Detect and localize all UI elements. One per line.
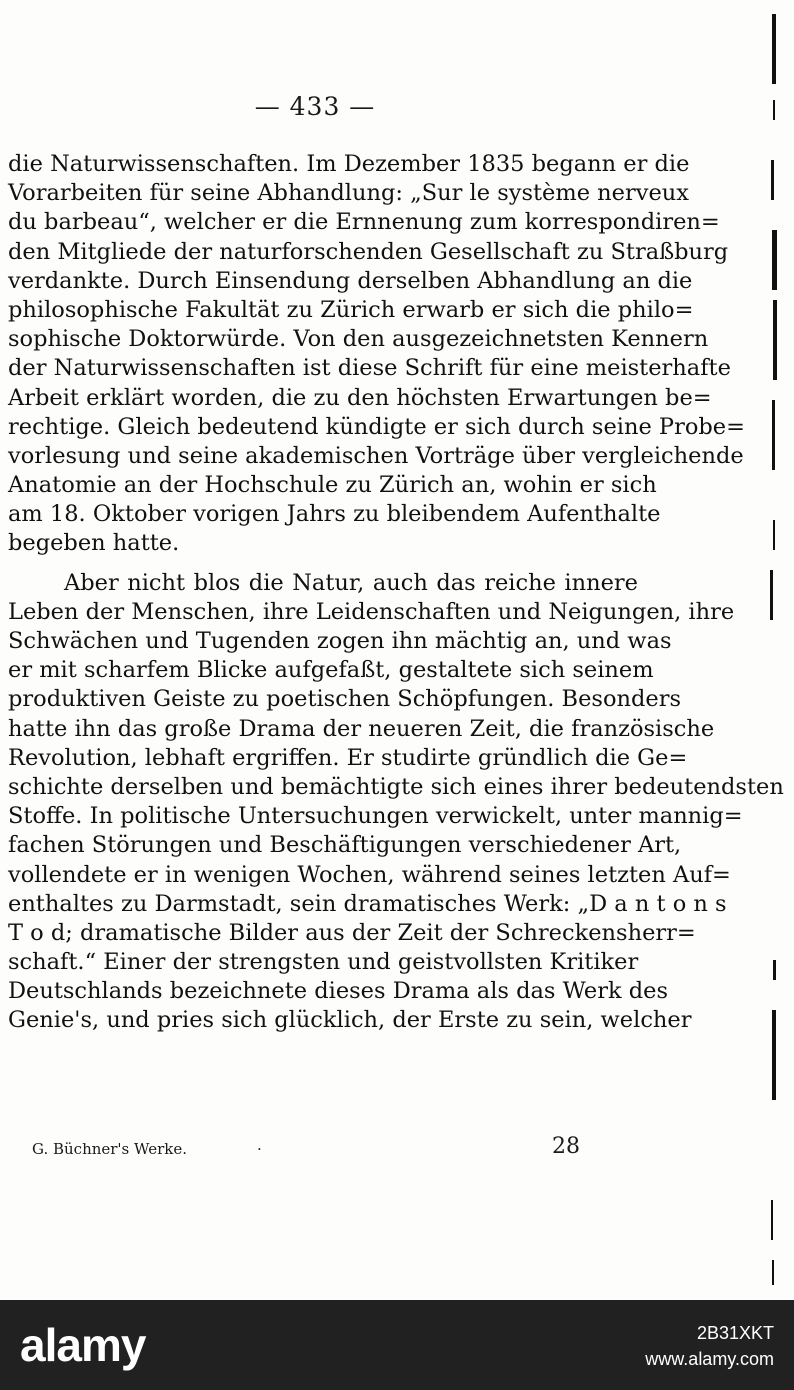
scan-mark <box>772 400 775 470</box>
watermark-banner <box>0 1300 794 1390</box>
text-line: T o d; dramatische Bilder aus der Zeit der Schreckensherr= <box>8 919 696 946</box>
text-line: den Mitgliede der naturforschenden Gesellschaft zu Straßburg <box>8 238 729 265</box>
text-line: hatte ihn das große Drama der neueren Zeit, die französische <box>8 715 715 742</box>
scan-mark <box>771 160 774 200</box>
text-line: verdankte. Durch Einsendung derselben Abhandlung an die <box>8 267 693 294</box>
text-line: Vorarbeiten für seine Abhandlung: „Sur le système nerveux <box>8 180 689 207</box>
sheet-number: 28 <box>552 1134 580 1159</box>
text-line: rechtige. Gleich bedeutend kündigte er sich durch seine Probe= <box>8 413 745 440</box>
text-line: Genie's, und pries sich glücklich, der Erste zu sein, welcher <box>8 1007 692 1034</box>
text-line: du barbeau“, welcher er die Ernnenung zum korrespondiren= <box>8 209 720 236</box>
text-line: Aber nicht blos die Natur, auch das reiche innere <box>64 569 638 596</box>
footer-dot: · <box>257 1140 262 1158</box>
footer-signature: G. Büchner's Werke. <box>32 1140 188 1158</box>
scan-mark <box>771 1200 773 1240</box>
scan-mark <box>773 960 776 980</box>
text-line: sophische Doktorwürde. Von den ausgezeichnetsten Kennern <box>8 326 709 353</box>
body-text <box>8 150 784 1036</box>
image-id: 2B31XKT <box>696 1323 774 1343</box>
page-number: — 433 — <box>254 92 376 121</box>
text-line: fachen Störungen und Beschäftigungen verschiedener Art, <box>8 832 682 859</box>
text-line: produktiven Geiste zu poetischen Schöpfungen. Besonders <box>8 686 682 713</box>
scan-mark <box>772 14 776 84</box>
scan-mark <box>770 570 773 620</box>
text-line: vollendete er in wenigen Wochen, während seines letzten Auf= <box>8 861 731 888</box>
text-line: Leben der Menschen, ihre Leidenschaften und Neigungen, ihre <box>8 598 735 625</box>
scan-mark <box>773 300 777 380</box>
alamy-logo: alamy <box>20 1319 146 1371</box>
text-line: der Naturwissenschaften ist diese Schrift für eine meisterhafte <box>8 355 731 382</box>
text-line: Stoffe. In politische Untersuchungen verwickelt, unter mannig= <box>8 803 743 830</box>
text-line: Revolution, lebhaft ergriffen. Er studirte gründlich die Ge= <box>8 744 688 771</box>
text-line: vorlesung und seine akademischen Vorträge über vergleichende <box>8 442 744 469</box>
paragraph-1 <box>8 150 745 559</box>
text-line: begeben hatte. <box>8 530 180 557</box>
scan-mark <box>772 230 777 290</box>
text-line: schichte derselben und bemächtigte sich eines ihrer bedeutendsten <box>8 773 784 800</box>
text-line: philosophische Fakultät zu Zürich erwarb er sich die philo= <box>8 296 694 323</box>
text-line: Deutschlands bezeichnete dieses Drama als das Werk des <box>8 978 669 1005</box>
text-line: Schwächen und Tugenden zogen ihn mächtig an, und was <box>8 628 672 654</box>
text-line: schaft.“ Einer der strengsten und geistvollsten Kritiker <box>8 949 639 976</box>
text-line: Arbeit erklärt worden, die zu den höchsten Erwartungen be= <box>8 384 712 411</box>
image-credit <box>645 1320 774 1372</box>
scan-edge-marks <box>760 0 794 1300</box>
scan-mark <box>773 520 775 550</box>
paragraph-2 <box>8 569 784 1036</box>
scan-mark <box>772 1260 774 1285</box>
text-line: am 18. Oktober vorigen Jahrs zu bleibendem Aufenthalte <box>8 501 661 528</box>
scan-mark <box>772 1010 776 1100</box>
paragraph-gap <box>8 559 638 569</box>
site-url: www.alamy.com <box>645 1349 774 1369</box>
scan-mark <box>773 100 775 120</box>
text-line: enthaltes zu Darmstadt, sein dramatisches Werk: „D a n t o n s <box>8 890 727 917</box>
text-line: er mit scharfem Blicke aufgefaßt, gestaltete sich seinem <box>8 657 654 684</box>
text-line: Anatomie an der Hochschule zu Zürich an, wohin er sich <box>8 472 657 499</box>
text-line: die Naturwissenschaften. Im Dezember 1835 begann er die <box>8 151 690 177</box>
